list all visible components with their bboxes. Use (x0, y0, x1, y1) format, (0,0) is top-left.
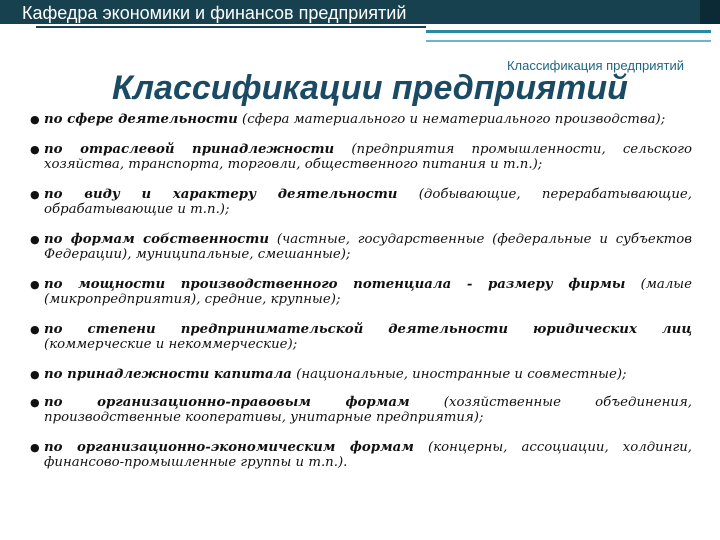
list-item (30, 395, 692, 425)
list-item (30, 187, 692, 217)
list-item (30, 112, 692, 127)
course-header: Кафедра экономики и финансов предприятий (22, 3, 407, 23)
bullet-icon: ● (30, 143, 40, 156)
header-band-accent (700, 0, 720, 24)
bullet-icon: ● (30, 233, 40, 246)
bullet-icon: ● (30, 368, 40, 381)
list-item (30, 440, 692, 470)
bullet-icon: ● (30, 188, 40, 201)
bullet-icon: ● (30, 323, 40, 336)
list-item (30, 277, 692, 307)
classification-list (30, 112, 692, 485)
item-lead: по мощности производственного потенциала - размеру фирмы (44, 277, 626, 292)
item-detail: (частные, государственные (федеральные и субъектов Федерации), муниципальные, смешанные); (44, 232, 692, 262)
list-item (30, 367, 692, 382)
bullet-icon: ● (30, 441, 40, 454)
item-detail: (концерны, ассоциации, холдинги, финансово-промышленные группы и т.п.). (44, 440, 692, 470)
item-detail: (национальные, иностранные и совместные); (291, 367, 627, 382)
item-lead: по принадлежности капитала (44, 367, 292, 382)
list-item (30, 142, 692, 172)
item-lead: по сфере деятельности (44, 112, 238, 127)
page-title: Классификации предприятий (112, 69, 628, 107)
item-detail: (добывающие, перерабатывающие, обрабатывающие и т.п.); (44, 187, 692, 217)
item-lead: по формам собственности (44, 232, 270, 247)
item-detail: (предприятия промышленности, сельского хозяйства, транспорта, торговли, общественного питания и т.п.); (44, 142, 692, 172)
slide-subtitle: Классификация предприятий (506, 58, 684, 73)
bullet-icon: ● (30, 278, 40, 291)
item-lead: по отраслевой принадлежности (44, 142, 335, 157)
item-detail: (коммерческие и некоммерческие); (44, 337, 298, 352)
item-lead: по организационно-экономическим формам (44, 440, 414, 455)
item-lead: по степени предпринимательской деятельности юридических лиц (44, 322, 692, 337)
divider-line (36, 26, 426, 28)
bullet-icon: ● (30, 396, 40, 409)
item-lead: по виду и характеру деятельности (44, 187, 398, 202)
item-detail: (малые (микропредприятия), средние, крупные); (44, 277, 692, 307)
divider-line (426, 30, 711, 33)
divider-line (426, 40, 711, 42)
item-detail: (сфера материального и нематериального производства); (237, 112, 666, 127)
bullet-icon: ● (30, 113, 40, 126)
list-item (30, 322, 692, 352)
item-detail: (хозяйственные объединения, производственные кооперативы, унитарные предприятия); (44, 395, 692, 425)
item-lead: по организационно-правовым формам (44, 395, 410, 410)
list-item (30, 232, 692, 262)
